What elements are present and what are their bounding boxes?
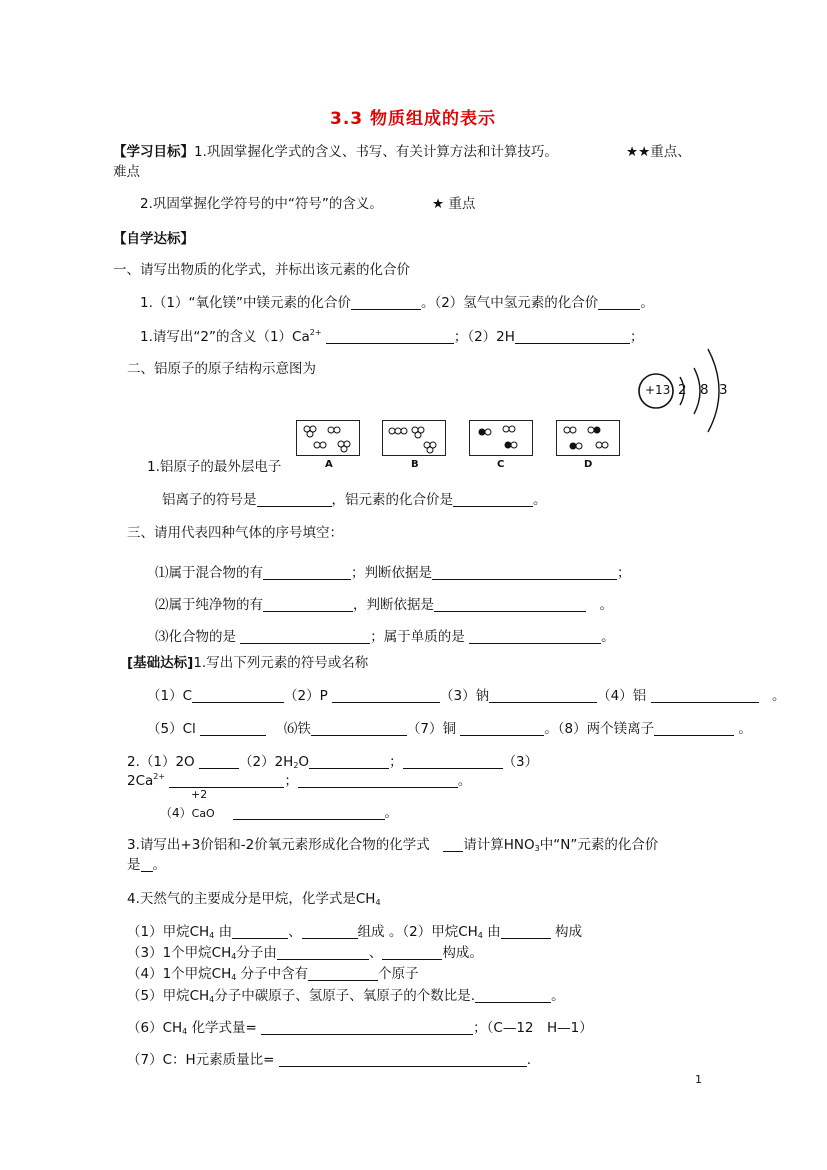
- q1-2: [140, 325, 643, 345]
- q3-2-text: ⑵属于纯净物的有: [155, 597, 263, 613]
- objectives-line1: [113, 140, 558, 160]
- answer-blank[interactable]: [651, 688, 759, 703]
- element-cl: （5）Cl: [147, 721, 196, 737]
- box-label-b: B: [411, 459, 419, 470]
- element-cu: （7）铜: [406, 721, 456, 737]
- row2-end: 。: [738, 721, 752, 737]
- q4-3: [127, 941, 483, 961]
- answer-blank[interactable]: [309, 754, 389, 769]
- charge-sup: 2+: [153, 772, 166, 781]
- q3-3: [155, 625, 615, 645]
- subscript: 4: [231, 973, 237, 982]
- q4-5: [127, 984, 565, 1004]
- objectives-mark1: ★★重点、: [626, 144, 691, 160]
- q4-3-end: 构成。: [442, 945, 483, 961]
- answer-blank[interactable]: [501, 924, 551, 939]
- answer-blank[interactable]: [233, 805, 385, 820]
- answer-blank[interactable]: [460, 721, 544, 736]
- gas-box-d: [556, 420, 620, 456]
- box-label-c: C: [497, 459, 505, 470]
- q3-end: 。: [152, 857, 166, 873]
- answer-blank[interactable]: [326, 329, 454, 344]
- gas-box-b: [382, 420, 446, 456]
- q4-1-end: 构成: [554, 924, 582, 940]
- q3-1-end: ；: [617, 565, 631, 581]
- q2-line1: [127, 750, 538, 770]
- q4-1-text2: 组成 。（2）甲烷CH: [357, 924, 478, 940]
- section-two: 二、铝原子的原子结构示意图为: [127, 361, 316, 377]
- element-al: （4）铝: [597, 688, 647, 704]
- q4-6-text2: 化学式量=: [191, 1020, 257, 1036]
- q3-text2: 中“N”元素的化合价: [539, 837, 659, 853]
- q2-valence-top: +2: [191, 788, 208, 801]
- page-number: 1: [695, 1073, 702, 1086]
- box-label-a: A: [325, 459, 333, 470]
- element-fe: ⑹铁: [283, 721, 311, 737]
- q1-2-end: ；: [629, 329, 644, 345]
- subscript: 3: [534, 844, 540, 853]
- q3-line1: [127, 833, 658, 853]
- element-p: （2）P: [284, 688, 328, 704]
- q4-5-text: （5）甲烷CH: [127, 988, 210, 1004]
- element-row-1: [147, 684, 786, 704]
- subscript: 4: [375, 898, 381, 907]
- two-mg-ions: 。（8）两个镁离子: [544, 721, 655, 737]
- q1-1-end: 。: [640, 295, 654, 311]
- q3-hno3: 请计算HNO: [463, 837, 535, 853]
- answer-blank[interactable]: [141, 857, 153, 872]
- objectives-mark2: ★ 重点: [432, 196, 476, 212]
- objectives-text1: 1.巩固掌握化学式的含义、书写、有关计算方法和计算技巧。: [194, 144, 558, 160]
- q3-line2: [127, 853, 166, 873]
- q3-text: 3.请写出+3价铝和-2价氧元素形成化合物的化学式: [127, 837, 430, 853]
- answer-blank[interactable]: [654, 721, 734, 736]
- gas-box-c: [469, 420, 533, 456]
- answer-blank[interactable]: [200, 721, 266, 736]
- answer-blank[interactable]: [257, 492, 332, 507]
- q2-2ca: 2Ca: [127, 773, 154, 789]
- element-c: （1）C: [147, 688, 193, 704]
- q2-sep2: ；: [284, 773, 298, 789]
- answer-blank[interactable]: [199, 754, 239, 769]
- q4-4-text: （4）1个甲烷CH: [127, 966, 232, 982]
- answer-blank[interactable]: [432, 565, 617, 580]
- q4-7-end: .: [526, 1052, 532, 1068]
- answer-blank[interactable]: [277, 945, 369, 960]
- q2-4: （4）: [160, 806, 192, 820]
- q3-text3: 是: [127, 857, 141, 873]
- answer-blank[interactable]: [192, 688, 284, 703]
- answer-blank[interactable]: [261, 1020, 473, 1035]
- answer-blank[interactable]: [263, 565, 351, 580]
- answer-blank[interactable]: [469, 629, 601, 644]
- answer-blank[interactable]: [598, 295, 640, 310]
- q2-sep: ；: [389, 754, 403, 770]
- answer-blank[interactable]: [443, 837, 463, 852]
- basic-heading: [基础达标]: [127, 655, 194, 671]
- q2-2h2o: （2）2H: [238, 754, 294, 770]
- answer-blank[interactable]: [434, 597, 586, 612]
- answer-blank[interactable]: [475, 988, 551, 1003]
- answer-blank[interactable]: [332, 688, 440, 703]
- q4-4-end: 个原子: [378, 966, 419, 982]
- q3-1-text2: ；判断依据是: [351, 565, 432, 581]
- q4-4: [127, 962, 419, 982]
- section-one: 一、请写出物质的化学式，并标出该元素的化合价: [113, 262, 410, 278]
- answer-blank[interactable]: [311, 721, 407, 736]
- q1-1-text: 1.（1）“氧化镁”中镁元素的化合价: [140, 295, 351, 311]
- answer-blank[interactable]: [263, 597, 353, 612]
- subscript: 4: [182, 1027, 188, 1036]
- answer-blank[interactable]: [351, 295, 421, 310]
- q3-3-text: ⑶化合物的是: [155, 629, 236, 645]
- element-na: （3）钠: [440, 688, 490, 704]
- q4-1: [127, 920, 582, 940]
- subscript: 4: [231, 952, 237, 961]
- basic-q1: 1.写出下列元素的符号或名称: [193, 655, 369, 671]
- q4-4-text2: 分子中含有: [240, 966, 309, 982]
- page-title: 3.3 物质组成的表示: [330, 109, 497, 129]
- q4-1-sep: 、: [288, 924, 302, 940]
- q4-7-text: （7）C：H元素质量比=: [127, 1052, 275, 1068]
- objectives-line2: 2.巩固掌握化学符号的中“符号”的含义。: [140, 196, 383, 212]
- section-three: 三、请用代表四种气体的序号填空：: [127, 525, 343, 541]
- q2-2: [162, 488, 547, 508]
- answer-blank[interactable]: [489, 688, 597, 703]
- subscript: 4: [209, 995, 215, 1004]
- answer-blank[interactable]: [453, 492, 533, 507]
- q4-intro: [127, 887, 381, 907]
- answer-blank[interactable]: [302, 924, 358, 939]
- q4-1-text: （1）甲烷CH: [127, 924, 210, 940]
- q4-1-by2: 由: [487, 924, 501, 940]
- q3-2: [155, 593, 613, 613]
- charge-sup: 2+: [309, 328, 322, 337]
- answer-blank[interactable]: [279, 1052, 527, 1067]
- answer-blank[interactable]: [240, 629, 370, 644]
- subscript: 2: [293, 761, 299, 770]
- q2-2h2o-rest: O: [298, 754, 310, 770]
- q2-end: 。: [457, 773, 472, 789]
- q2-line3: [160, 801, 398, 821]
- q1-2-text: 1.请写出“2”的含义（1）Ca: [140, 329, 310, 345]
- q4-text: 4.天然气的主要成分是甲烷，化学式是CH: [127, 891, 376, 907]
- answer-blank[interactable]: [169, 773, 284, 788]
- q1-1-text2: 。（2）氢气中氢元素的化合价: [420, 295, 599, 311]
- objectives-heading: 【学习目标】: [113, 144, 194, 160]
- q3-2-end: 。: [599, 597, 613, 613]
- q4-5-text2: 分子中碳原子、氢原子、氧原子的个数比是.: [214, 988, 476, 1004]
- q4-1-by: 由: [218, 924, 233, 940]
- q3-1: [155, 561, 631, 581]
- q4-6-text: （6）CH: [127, 1020, 183, 1036]
- element-row-2: [147, 717, 752, 737]
- atom-nucleus: +13: [645, 383, 671, 397]
- shell-2: 8: [700, 382, 709, 398]
- q2-cao: CaO: [191, 807, 215, 820]
- answer-blank[interactable]: [232, 924, 288, 939]
- q4-3-text2: 分子由: [236, 945, 277, 961]
- box-label-d: D: [584, 459, 593, 470]
- q2-2-text2: ，铝元素的化合价是: [331, 492, 453, 508]
- q3-2-text2: ，判断依据是: [353, 597, 434, 613]
- q4-6: [127, 1016, 593, 1036]
- q2-2o: 2.（1）2O: [127, 754, 195, 770]
- subscript: 4: [477, 931, 483, 940]
- answer-blank[interactable]: [382, 945, 442, 960]
- q4-3-text: （3）1个甲烷CH: [127, 945, 232, 961]
- q2-end2: 。: [384, 805, 399, 821]
- q2-3: （3）: [502, 754, 539, 770]
- q2-2-text: 铝离子的符号是: [162, 492, 257, 508]
- q4-6-end: ；（C—12 H—1）: [473, 1020, 593, 1036]
- self-study-heading: 【自学达标】: [113, 231, 194, 247]
- answer-blank[interactable]: [308, 966, 378, 981]
- objectives-cont: 难点: [113, 164, 140, 180]
- q3-3-text2: ；属于单质的是: [370, 629, 465, 645]
- q2-1: 1.铝原子的最外层电子: [147, 459, 282, 475]
- q3-1-text: ⑴属于混合物的有: [155, 565, 263, 581]
- answer-blank[interactable]: [515, 329, 630, 344]
- q2-line2: [127, 769, 471, 789]
- answer-blank[interactable]: [403, 754, 503, 769]
- q2-2-end: 。: [533, 492, 547, 508]
- q3-3-end: 。: [601, 629, 615, 645]
- subscript: 4: [209, 931, 215, 940]
- q1-1: [140, 291, 654, 311]
- gas-box-a: [296, 420, 360, 456]
- shell-1: 2: [678, 382, 687, 398]
- q4-3-sep: 、: [368, 945, 383, 961]
- q1-2-text2: ；（2）2H: [453, 329, 515, 345]
- answer-blank[interactable]: [298, 773, 458, 788]
- row1-end: 。: [772, 688, 786, 704]
- q4-7: [127, 1048, 531, 1068]
- basic-heading-line: [127, 651, 368, 671]
- shell-3: 3: [719, 382, 728, 398]
- q4-5-end: 。: [551, 988, 565, 1004]
